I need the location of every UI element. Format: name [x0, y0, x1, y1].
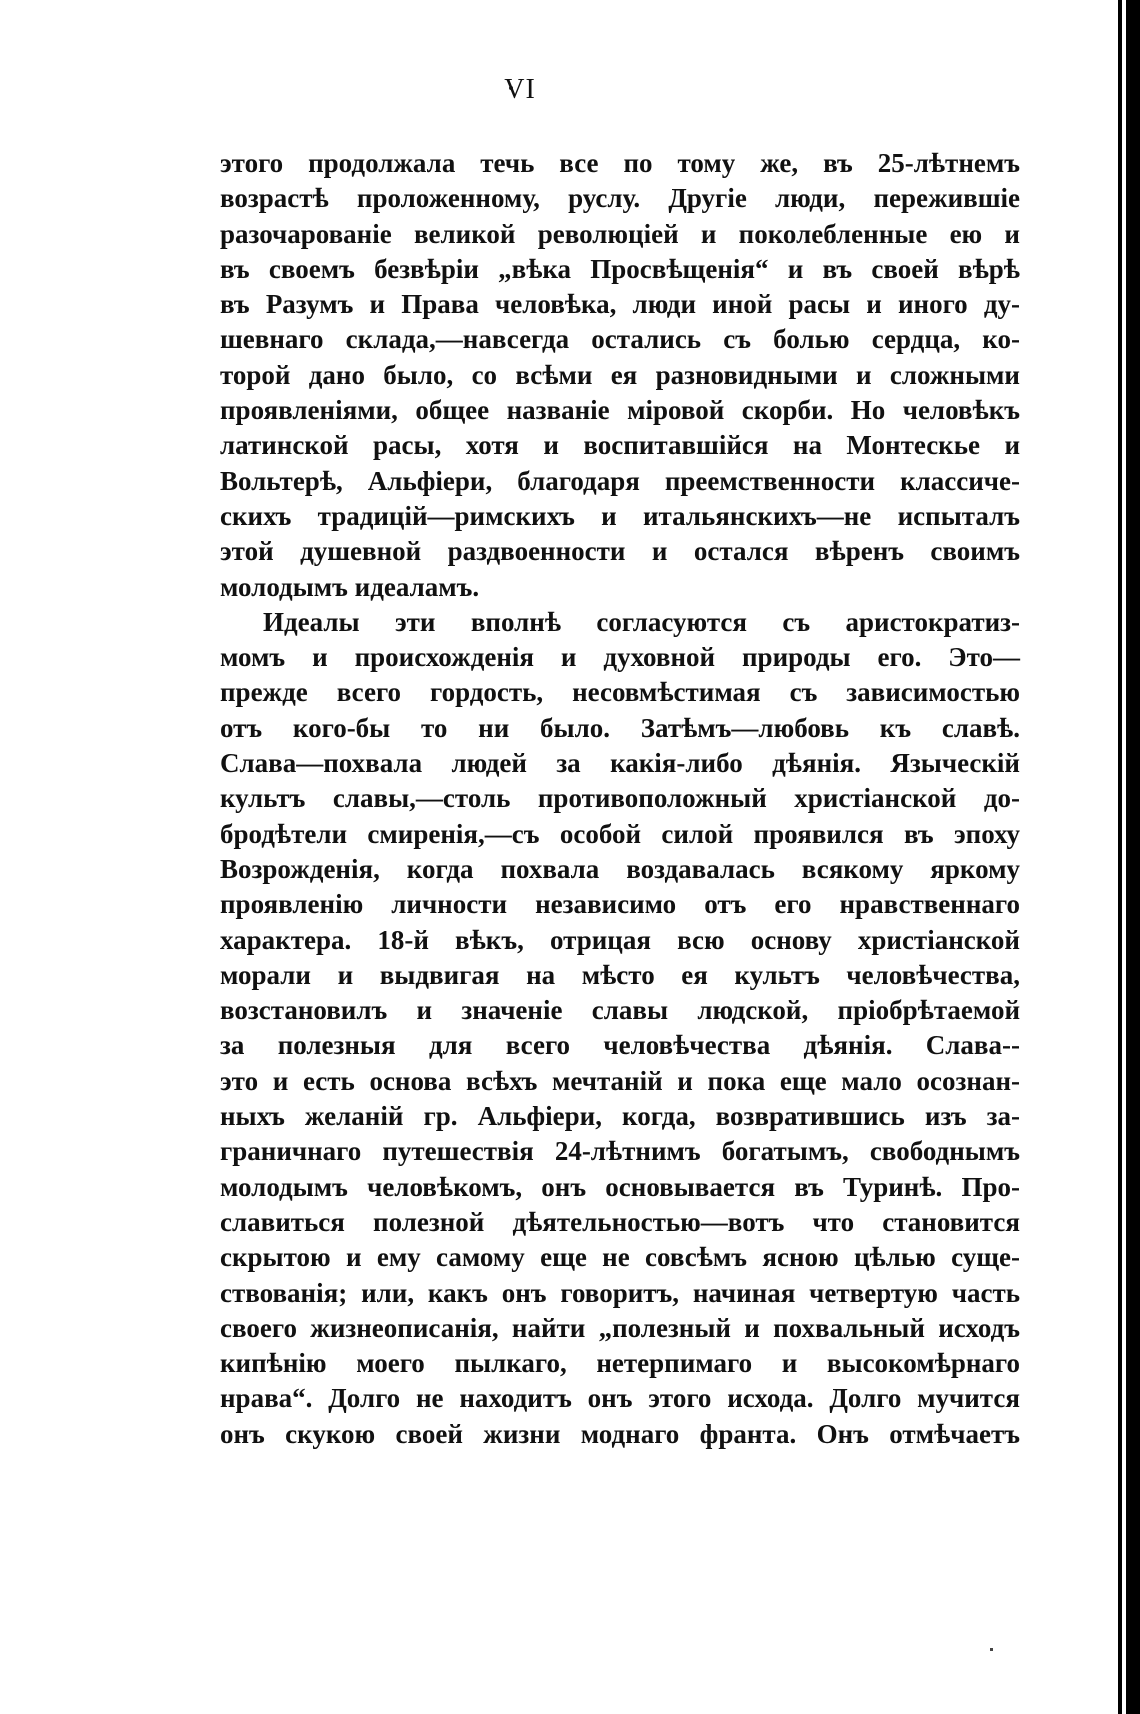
text-line: разочарованіе великой революціей и поколебленные ею и	[220, 218, 1020, 249]
text-line: граничнаго путешествія 24-лѣтнимъ богатымъ, свободнымъ	[220, 1136, 1020, 1167]
text-line: славиться полезной дѣятельностью—вотъ что становится	[220, 1206, 1020, 1237]
text-line: своего жизнеописанія, найти „полезный и похвальный исходъ	[220, 1312, 1020, 1343]
text-line: скрытою и ему самому еще не совсѣмъ ясною цѣлью суще-	[220, 1242, 1020, 1273]
text-line: торой дано было, со всѣми ея разновидными и сложными	[220, 359, 1020, 390]
scan-speck	[990, 1648, 993, 1651]
text-line: характера. 18-й вѣкъ, отрицая всю основу христіанской	[220, 924, 1020, 955]
text-line: Идеалы эти вполнѣ согласуются съ аристократиз-	[263, 606, 1020, 637]
text-line: Возрожденія, когда похвала воздавалась всякому яркому	[220, 853, 1020, 884]
scan-edge-line	[1118, 0, 1122, 1714]
scan-edge-border	[1126, 0, 1140, 1714]
page-number: VI	[504, 74, 536, 105]
text-line: шевнаго склада,—навсегда остались съ болью сердца, ко-	[220, 324, 1020, 355]
text-line: прежде всего гордость, несовмѣстимая съ зависимостью	[220, 677, 1020, 708]
text-line: Вольтерѣ, Альфіери, благодаря преемственности классиче-	[220, 465, 1020, 496]
text-line: нрава“. Долго не находитъ онъ этого исхода. Долго мучится	[220, 1383, 1020, 1414]
text-line: возрастѣ проложенному, руслу. Другіе люди, пережившіе	[220, 183, 1020, 214]
text-line: скихъ традицій—римскихъ и итальянскихъ—не испыталъ	[220, 500, 1020, 531]
body-text	[220, 146, 1020, 1452]
text-line: проявленію личности независимо отъ его нравственнаго	[220, 889, 1020, 920]
text-line: культъ славы,—столь противоположный христіанской до-	[220, 783, 1020, 814]
text-line: ствованія; или, какъ онъ говоритъ, начиная четвертую часть	[220, 1277, 1020, 1308]
text-line: возстановилъ и значеніе славы людской, пріобрѣтаемой	[220, 995, 1020, 1026]
text-line: молодымъ человѣкомъ, онъ основывается въ Туринѣ. Про-	[220, 1171, 1020, 1202]
text-line: ныхъ желаній гр. Альфіери, когда, возвратившись изъ за-	[220, 1101, 1020, 1132]
text-line: за полезныя для всего человѣчества дѣянія. Слава--	[220, 1030, 1020, 1061]
paragraph	[220, 605, 1020, 1452]
text-line: это и есть основа всѣхъ мечтаній и пока еще мало осознан-	[220, 1065, 1020, 1096]
text-line: въ Разумъ и Права человѣка, люди иной расы и иного ду-	[220, 289, 1020, 320]
text-line: латинской расы, хотя и воспитавшійся на Монтескье и	[220, 430, 1020, 461]
text-line: проявленіями, общее названіе міровой скорби. Но человѣкъ	[220, 395, 1020, 426]
text-line: онъ скукою своей жизни моднаго франта. Онъ отмѣчаетъ	[220, 1418, 1020, 1449]
text-line: Слава—похвала людей за какія-либо дѣянія. Языческій	[220, 748, 1020, 779]
text-line: отъ кого-бы то ни было. Затѣмъ—любовь къ славѣ.	[220, 712, 1020, 743]
text-line: морали и выдвигая на мѣсто ея культъ человѣчества,	[220, 959, 1020, 990]
text-line: молодымъ идеаламъ.	[220, 571, 480, 602]
text-line: бродѣтели смиренія,—съ особой силой проявился въ эпоху	[220, 818, 1020, 849]
text-line: въ своемъ безвѣріи „вѣка Просвѣщенія“ и въ своей вѣрѣ	[220, 253, 1020, 284]
text-line: этого продолжала течь все по тому же, въ 25-лѣтнемъ	[220, 148, 1020, 178]
text-line: этой душевной раздвоенности и остался вѣренъ своимъ	[220, 536, 1020, 567]
text-line: момъ и происхожденія и духовной природы его. Это—	[220, 642, 1020, 673]
paragraph	[220, 146, 1020, 605]
text-line: кипѣнію моего пылкаго, нетерпимаго и высокомѣрнаго	[220, 1348, 1020, 1379]
